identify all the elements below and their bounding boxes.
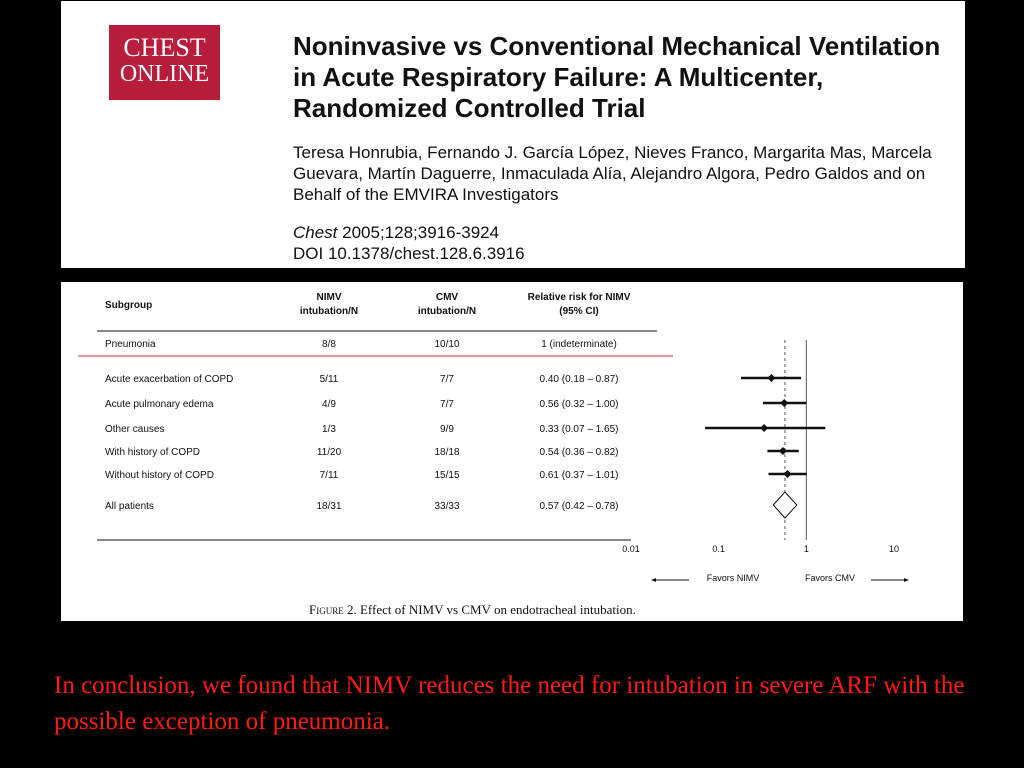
journal-name: Chest	[293, 223, 338, 242]
subgroup-label: Other causes	[105, 424, 165, 435]
point-estimate	[779, 447, 787, 455]
point-estimate	[780, 399, 788, 407]
nimv-value: 1/3	[322, 424, 336, 435]
nimv-value: 7/11	[319, 470, 339, 481]
nimv-value: 4/9	[322, 399, 336, 410]
cmv-value: 10/10	[434, 339, 460, 350]
subgroup-label: With history of COPD	[105, 447, 201, 458]
forest-plot	[61, 282, 963, 621]
column-header: CMV	[435, 292, 459, 303]
nimv-value: 18/31	[316, 501, 342, 512]
favors-cmv-label: Favors CMV	[804, 573, 856, 583]
rr-value: 0.33 (0.07 – 1.65)	[539, 424, 619, 435]
rr-value: 0.61 (0.37 – 1.01)	[539, 470, 619, 481]
favors-cmv-arrowhead	[904, 578, 909, 582]
article-citation	[293, 222, 893, 264]
subgroup-label: Without history of COPD	[105, 470, 214, 481]
subgroup-label: All patients	[105, 501, 154, 512]
column-header: (95% CI)	[559, 306, 599, 317]
column-header: NIMV	[316, 292, 342, 303]
article-doi: DOI 10.1378/chest.128.6.3916	[293, 244, 525, 263]
logo-line-1: CHEST	[123, 33, 206, 62]
conclusion-text: In conclusion, we found that NIMV reduces the need for intubation in severe ARF with the possible exception of pneumonia.	[54, 672, 965, 735]
favors-nimv-label: Favors NIMV	[706, 573, 760, 583]
logo-line-2: ONLINE	[119, 61, 210, 87]
cmv-value: 9/9	[440, 424, 454, 435]
citation-volume: 2005;128;3916-3924	[337, 223, 500, 242]
nimv-value: 5/11	[319, 374, 339, 385]
column-header: intubation/N	[299, 306, 359, 317]
nimv-value: 8/8	[322, 339, 336, 350]
favors-nimv-arrowhead	[651, 578, 656, 582]
forest-plot-figure	[61, 282, 963, 621]
rr-value: 0.54 (0.36 – 0.82)	[539, 447, 619, 458]
subgroup-label: Pneumonia	[105, 339, 156, 350]
x-tick-label: 0.1	[712, 544, 725, 554]
cmv-value: 33/33	[434, 501, 460, 512]
cmv-value: 15/15	[434, 470, 460, 481]
point-estimate	[760, 424, 768, 432]
subgroup-label: Acute exacerbation of COPD	[105, 374, 234, 385]
cmv-value: 7/7	[440, 399, 454, 410]
subgroup-label: Acute pulmonary edema	[105, 399, 214, 410]
column-header: intubation/N	[417, 306, 477, 317]
chest-online-logo[interactable]	[109, 25, 220, 100]
nimv-value: 11/20	[316, 447, 342, 458]
x-tick-label: 10	[888, 544, 900, 554]
figure-caption	[309, 602, 636, 618]
rr-value: 0.57 (0.42 – 0.78)	[539, 501, 619, 512]
figure-caption-text: Effect of NIMV vs CMV on endotracheal intubation.	[356, 602, 636, 617]
rr-value: 0.40 (0.18 – 0.87)	[539, 374, 619, 385]
x-tick-label: 0.01	[622, 544, 640, 554]
rr-value: 0.56 (0.32 – 1.00)	[539, 399, 619, 410]
figure-caption-label: Figure 2.	[309, 602, 357, 617]
point-estimate	[767, 374, 775, 382]
article-authors: Teresa Honrubia, Fernando J. García López, Nieves Franco, Margarita Mas, Marcela Guevara, Martín Daguerre, Inmaculada Alía, Alejandro Algora, Pedro Galdos and on Behalf of the EMVIRA Investigators	[293, 143, 932, 204]
article-title: Noninvasive vs Conventional Mechanical Ventilation in Acute Respiratory Failure: A Multicenter, Randomized Controlled Trial	[293, 31, 941, 123]
column-header: Subgroup	[105, 300, 153, 311]
cmv-value: 18/18	[434, 447, 460, 458]
x-tick-label: 1	[803, 544, 809, 554]
cmv-value: 7/7	[440, 374, 454, 385]
point-estimate	[784, 470, 792, 478]
rr-value: 1 (indeterminate)	[541, 339, 617, 350]
column-header: Relative risk for NIMV	[527, 292, 631, 303]
pooled-diamond	[773, 492, 797, 518]
article-header	[61, 1, 965, 268]
